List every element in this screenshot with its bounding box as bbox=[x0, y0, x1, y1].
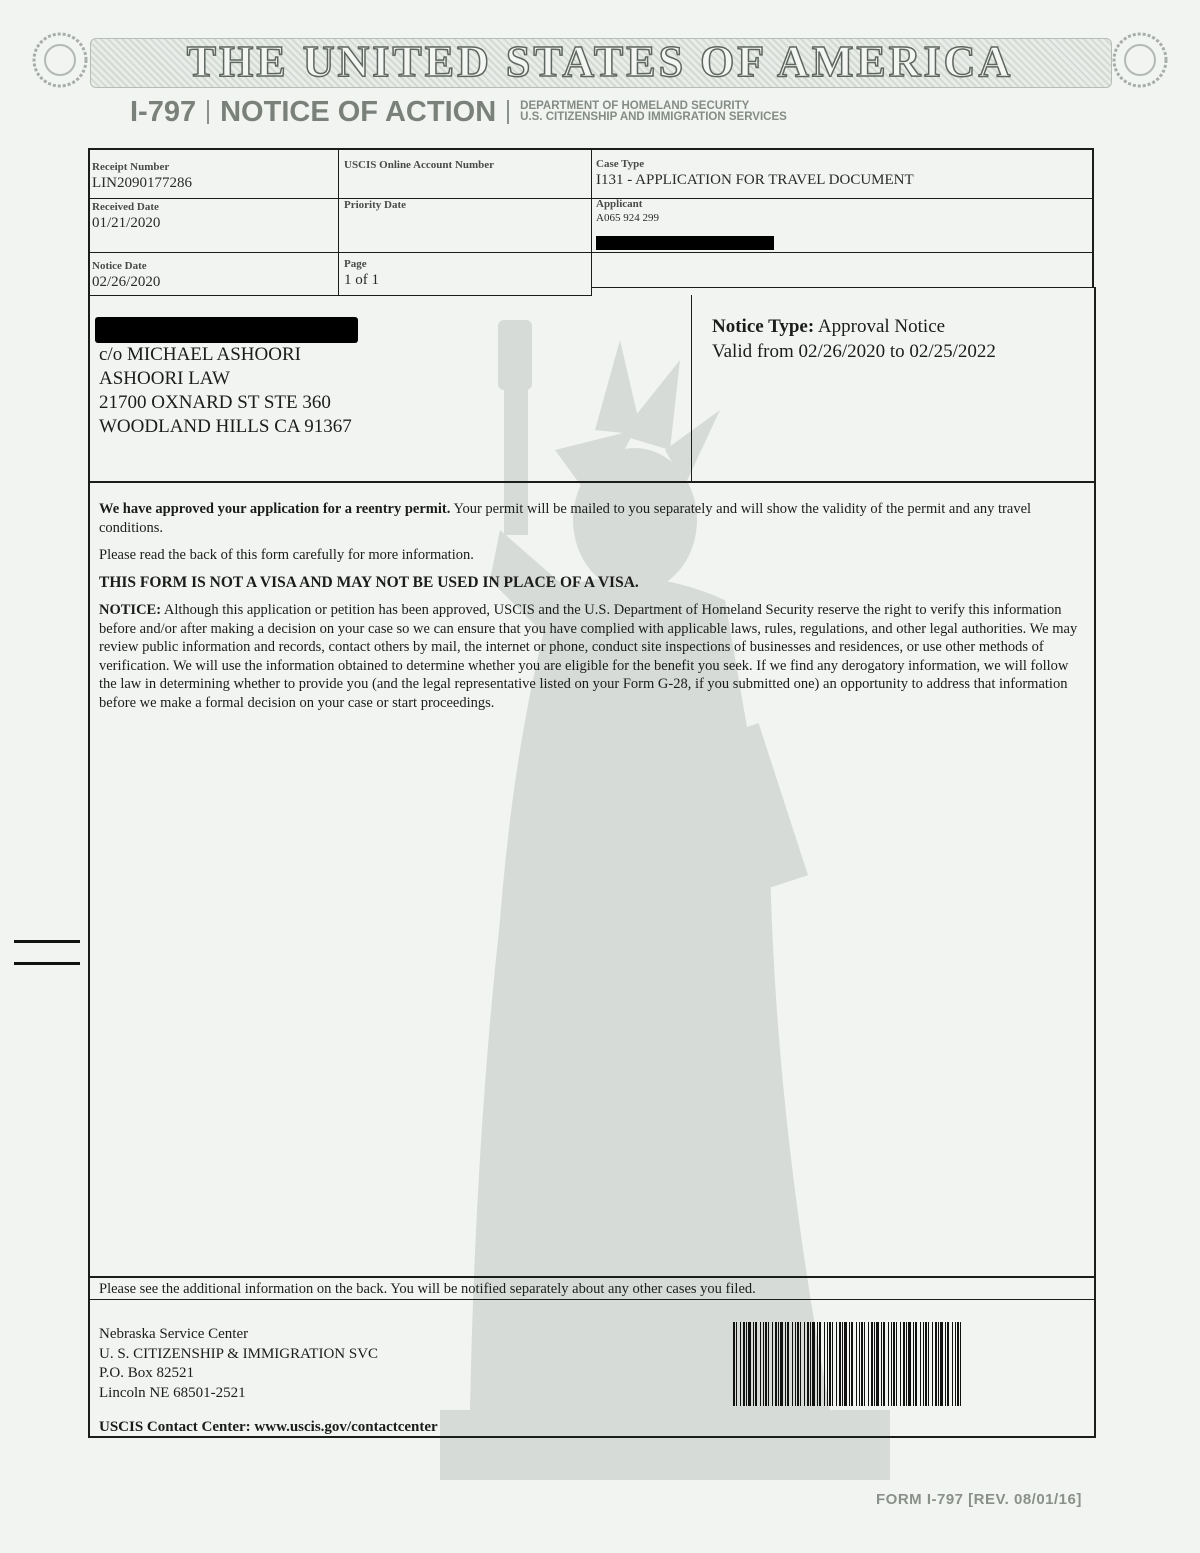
statue-of-liberty-watermark bbox=[380, 300, 940, 1480]
grid-line bbox=[88, 148, 90, 1438]
field-label: Priority Date bbox=[344, 199, 406, 211]
grid-line bbox=[88, 1276, 1095, 1278]
address-line: P.O. Box 82521 bbox=[99, 1365, 195, 1381]
grid-line bbox=[591, 148, 592, 295]
address-line: WOODLAND HILLS CA 91367 bbox=[99, 416, 352, 437]
address-line: Lincoln NE 68501-2521 bbox=[99, 1384, 246, 1401]
banner-title: THE UNITED STATES OF AMERICA bbox=[186, 37, 1014, 86]
rosette-right-icon bbox=[1110, 30, 1170, 90]
verification-notice: Although this application or petition has been approved, USCIS and the U.S. Department of Homeland Security reserve the right to verify this information before and/or after making a decision on your case so we can ensure that you have complied with applicable laws, rules, regulations, and other legal authorities. We may review public information and records, contact others by mail, the internet or phone, conduct site inspections of businesses and residences, or use other methods of verification. We will use the information obtained to determine whether you are eligible for the benefit you seek. If we find any derogatory information, we will follow the law in determining whether to provide you (and the legal representative listed on your Form G-28, if you submitted one) an opportunity to address that information before we make a formal decision on your case or start proceedings. bbox=[99, 602, 1078, 711]
header-divider bbox=[507, 100, 509, 124]
redaction-bar bbox=[95, 317, 358, 343]
page-field bbox=[344, 258, 584, 289]
address-line: Nebraska Service Center bbox=[99, 1326, 249, 1342]
notice-type-label: Notice Type: bbox=[712, 316, 815, 337]
additional-info-note: Please see the additional information on the back. You will be notified separately about any other cases you filed. bbox=[99, 1281, 756, 1297]
grid-line bbox=[338, 148, 339, 295]
notice-type-value: Approval Notice bbox=[817, 316, 946, 337]
received-date-value: 01/21/2020 bbox=[92, 215, 161, 231]
rosette-left-icon bbox=[30, 30, 90, 90]
page-value: 1 of 1 bbox=[344, 272, 379, 288]
redaction-bar bbox=[596, 236, 774, 250]
priority-date-field bbox=[344, 199, 584, 213]
field-label: Receipt Number bbox=[92, 161, 170, 173]
validity-period: Valid from 02/26/2020 to 02/25/2022 bbox=[712, 341, 996, 362]
case-type-value: I131 - APPLICATION FOR TRAVEL DOCUMENT bbox=[596, 172, 914, 188]
field-label: Case Type bbox=[596, 158, 645, 170]
receipt-number-field bbox=[92, 161, 332, 192]
notice-date-field bbox=[92, 260, 332, 291]
barcode bbox=[733, 1322, 963, 1406]
grid-line bbox=[1094, 287, 1096, 1438]
notice-date-value: 02/26/2020 bbox=[92, 274, 161, 290]
field-label: USCIS Online Account Number bbox=[344, 159, 495, 171]
receipt-number-value: LIN2090177286 bbox=[92, 175, 192, 191]
field-label: Received Date bbox=[92, 201, 159, 213]
grid-line bbox=[88, 1436, 1095, 1438]
received-date-field bbox=[92, 201, 332, 232]
grid-line bbox=[1092, 148, 1094, 288]
banner bbox=[30, 30, 1170, 90]
address-line: ASHOORI LAW bbox=[99, 368, 230, 389]
margin-mark bbox=[14, 940, 80, 943]
grid-line bbox=[88, 295, 592, 296]
applicant-field bbox=[596, 198, 1086, 224]
notice-header bbox=[130, 92, 787, 132]
contact-center-line: USCIS Contact Center: www.uscis.gov/contactcenter bbox=[99, 1419, 438, 1435]
notice-body bbox=[99, 500, 1089, 721]
grid-line bbox=[88, 1299, 1095, 1300]
not-a-visa-warning: THIS FORM IS NOT A VISA AND MAY NOT BE USED IN PLACE OF A VISA. bbox=[99, 573, 639, 591]
department-block bbox=[520, 101, 787, 124]
notice-type-block bbox=[712, 314, 996, 364]
case-type-field bbox=[596, 158, 1086, 189]
grid-line bbox=[592, 287, 1095, 288]
field-label: Notice Date bbox=[92, 260, 147, 272]
field-label: Page bbox=[344, 258, 367, 270]
form-revision: FORM I-797 [REV. 08/01/16] bbox=[876, 1491, 1082, 1508]
field-label: Applicant bbox=[596, 198, 643, 210]
form-number: I-797 bbox=[130, 95, 197, 128]
header-divider bbox=[207, 100, 209, 124]
address-line: 21700 OXNARD ST STE 360 bbox=[99, 392, 331, 413]
agency-name: U.S. CITIZENSHIP AND IMMIGRATION SERVICES bbox=[520, 111, 787, 123]
grid-line bbox=[691, 295, 692, 483]
read-back-instruction: Please read the back of this form carefully for more information. bbox=[99, 547, 474, 563]
notice-title: NOTICE OF ACTION bbox=[220, 95, 497, 128]
approval-statement: We have approved your application for a reentry permit. bbox=[99, 501, 451, 517]
applicant-number: A065 924 299 bbox=[596, 212, 659, 224]
address-line: U. S. CITIZENSHIP & IMMIGRATION SVC bbox=[99, 1345, 379, 1362]
approval-details: Your permit will be mailed to you separately and will show the validity of the permit and any travel conditions. bbox=[99, 501, 1032, 536]
department-name: DEPARTMENT OF HOMELAND SECURITY bbox=[520, 99, 750, 112]
margin-mark bbox=[14, 962, 80, 965]
service-center-address bbox=[99, 1325, 378, 1403]
notice-label: NOTICE: bbox=[99, 602, 162, 618]
mailing-address bbox=[99, 343, 352, 439]
online-account-field bbox=[344, 159, 584, 173]
address-line: c/o MICHAEL ASHOORI bbox=[99, 344, 301, 365]
grid-line bbox=[88, 481, 1095, 483]
